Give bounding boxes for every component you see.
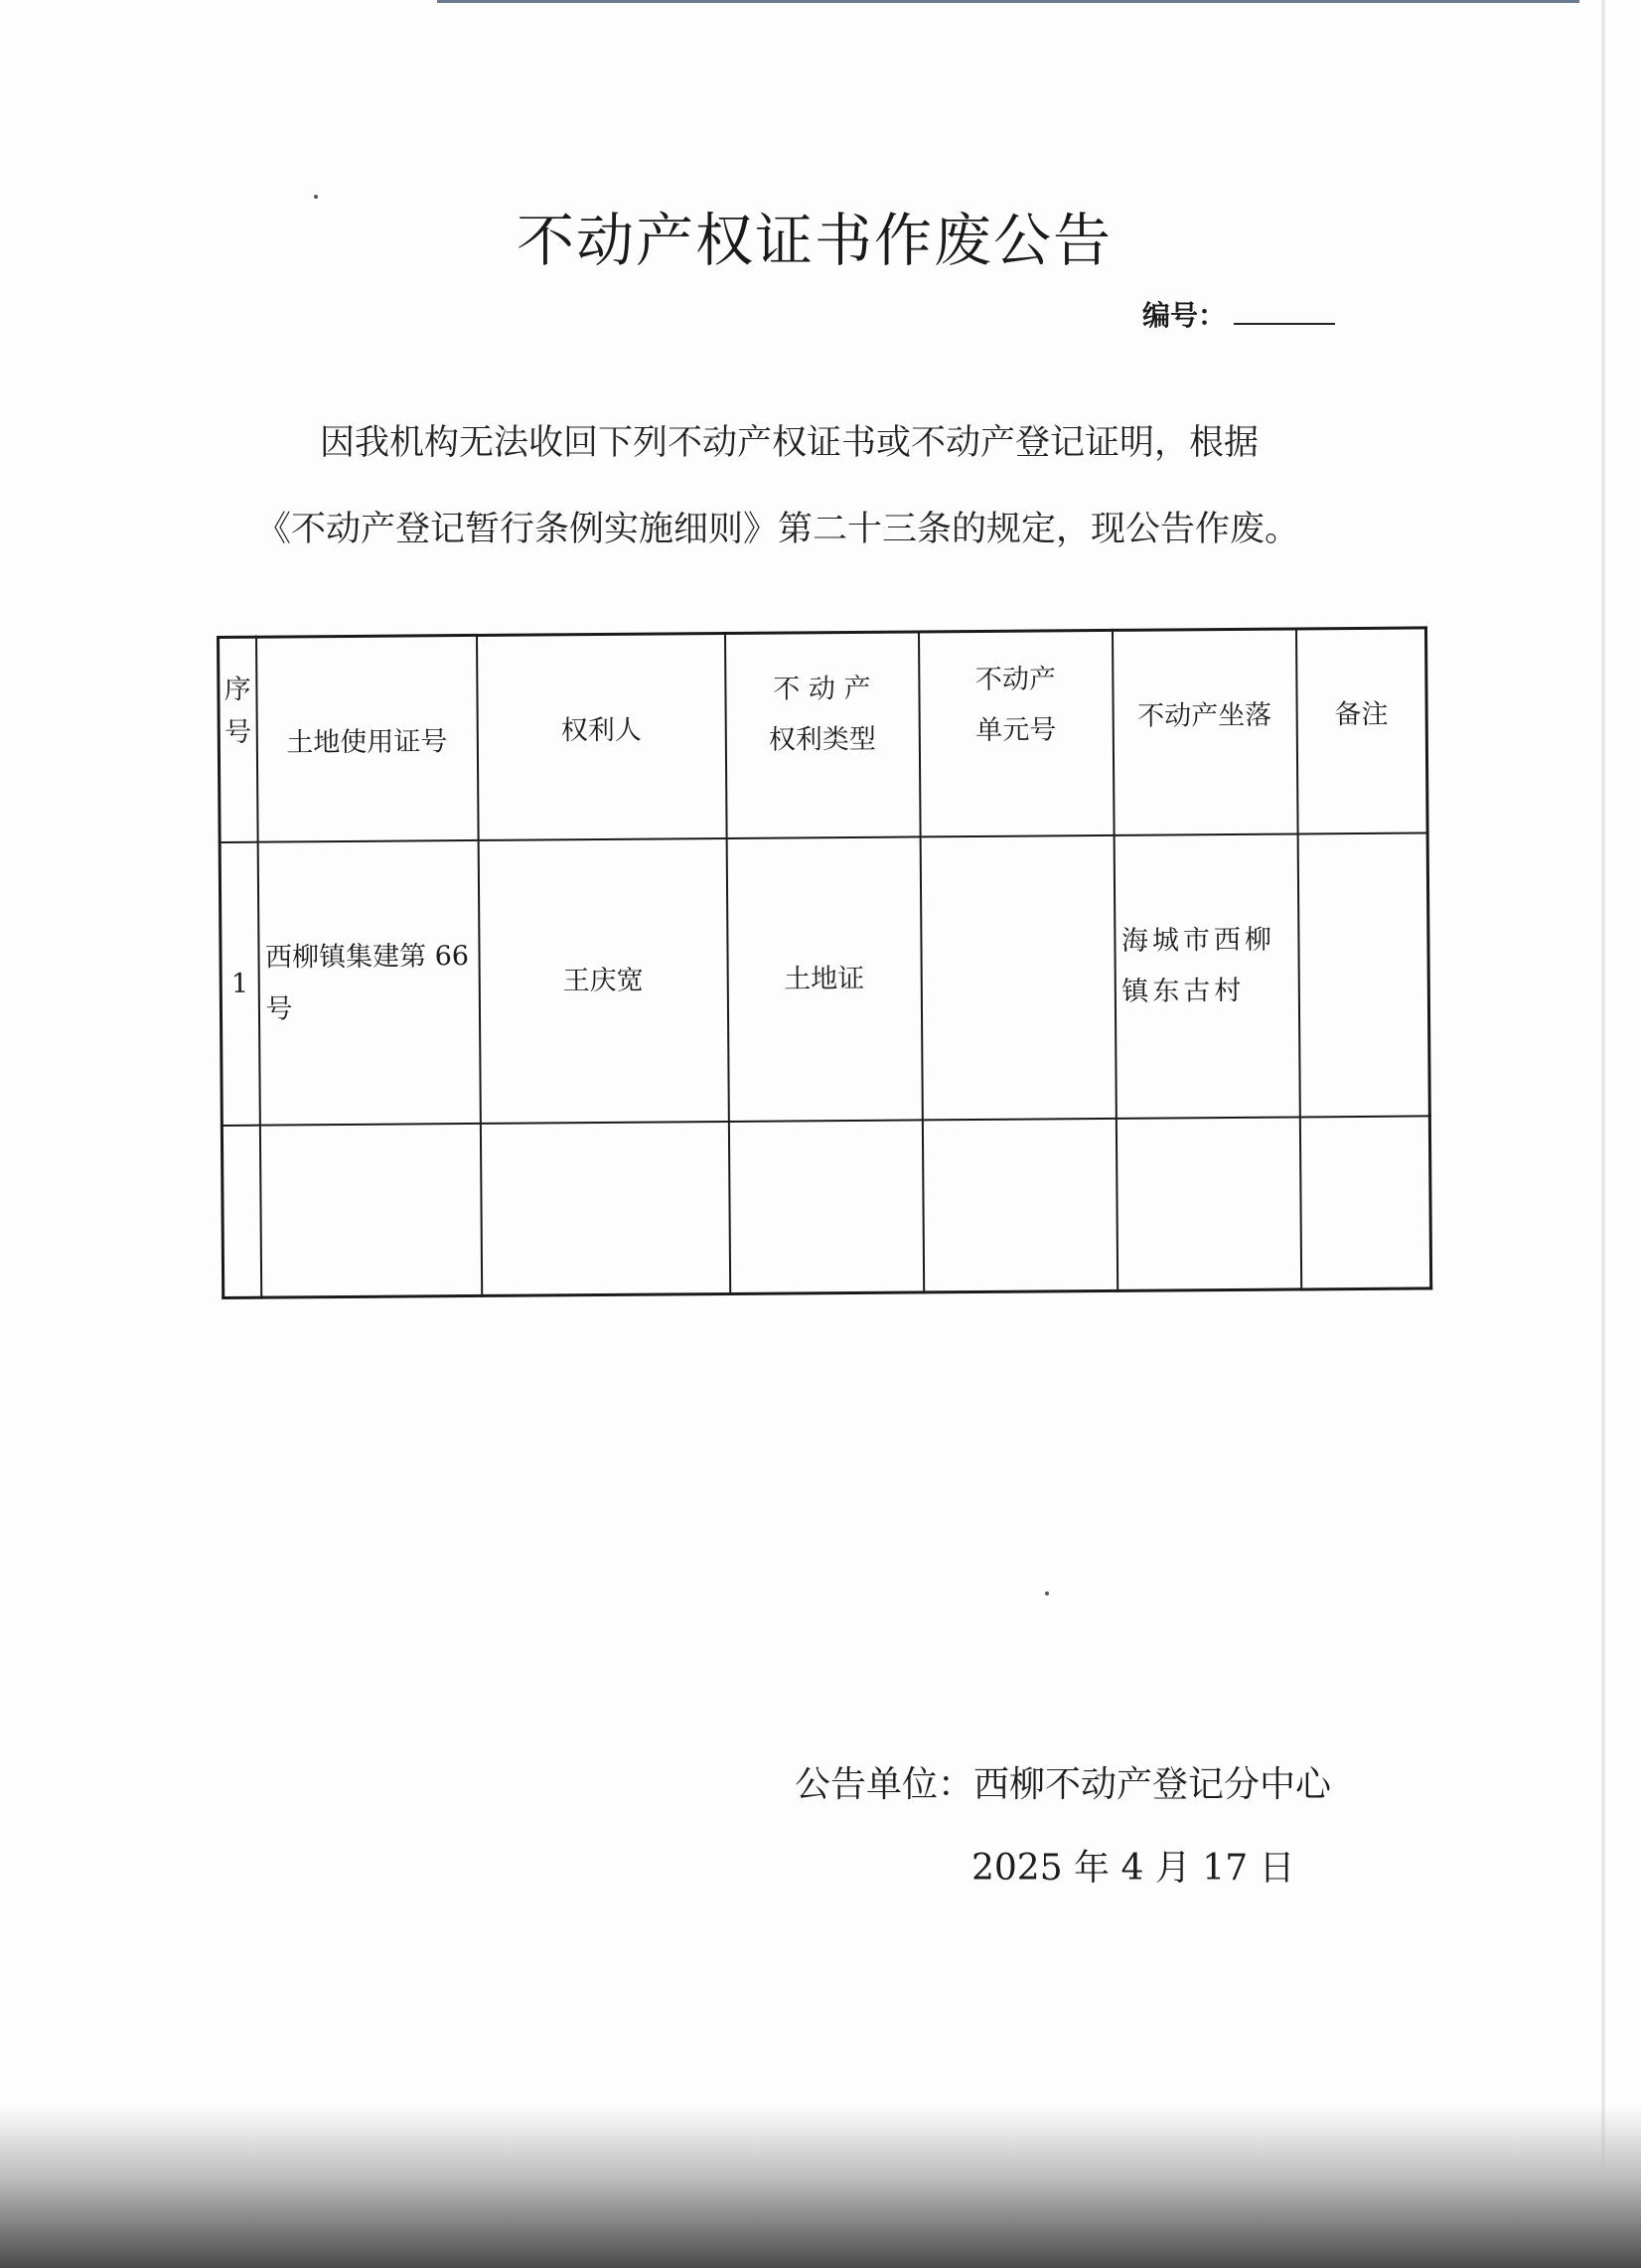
issuer: 公告单位：西柳不动产登记分中心 [795, 1764, 1332, 1805]
scan-speck [1045, 1591, 1049, 1595]
row-owner [480, 1122, 729, 1295]
scan-speck [314, 195, 318, 199]
serial-number [1142, 294, 1335, 334]
row-right-type: 土地证 [726, 836, 922, 1122]
header-right-type: 不 动 产 权利类型 [724, 632, 920, 838]
serial-blank [1234, 299, 1335, 325]
scan-right-edge [1601, 0, 1605, 2268]
row-cert-no: 西柳镇集建第 66 号 [257, 840, 480, 1126]
scan-edge-line [437, 0, 1579, 3]
row-seq: 1 [220, 842, 259, 1126]
table-header-row [219, 628, 1428, 842]
header-location: 不动产坐落 [1112, 629, 1297, 835]
header-unit-no: 不动产 单元号 [918, 630, 1114, 836]
row-remarks [1297, 832, 1429, 1117]
body-line-2: 《不动产登记暂行条例实施细则》第二十三条的规定，现公告作废。 [256, 510, 1300, 549]
row-unit-no [922, 1119, 1117, 1292]
header-remarks: 备注 [1295, 628, 1427, 834]
header-cert-no: 土地使用证号 [256, 635, 479, 841]
row-cert-no [259, 1124, 481, 1297]
header-seq: 序号 [219, 637, 258, 842]
void-certificate-table [217, 626, 1432, 1299]
row-unit-no [920, 835, 1116, 1121]
page-title: 不动产权证书作废公告 [516, 207, 1113, 274]
row-seq [222, 1126, 260, 1298]
row-remarks [1299, 1117, 1430, 1289]
row-location [1116, 1118, 1300, 1291]
body-line-1: 因我机构无法收回下列不动产权证书或不动产登记证明，根据 [320, 423, 1260, 463]
table-row [222, 1117, 1430, 1298]
serial-label: 编号： [1142, 299, 1227, 332]
row-owner: 王庆宽 [478, 838, 728, 1124]
scan-shadow [0, 2106, 1641, 2268]
header-owner: 权利人 [477, 633, 727, 840]
row-right-type [728, 1121, 923, 1294]
row-location: 海城市西柳镇东古村 [1114, 834, 1299, 1120]
table-row [220, 832, 1429, 1126]
issue-date: 2025 年 4 月 17 日 [971, 1848, 1295, 1889]
